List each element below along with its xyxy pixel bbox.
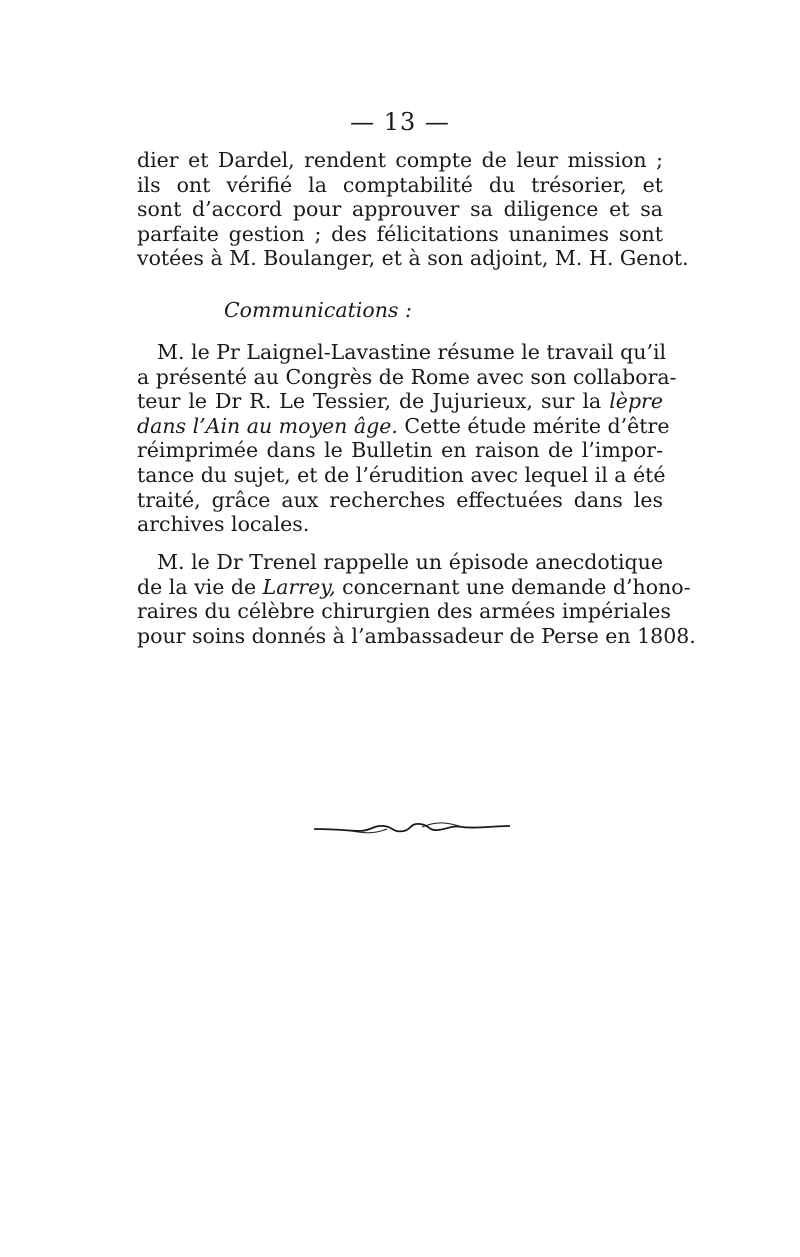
italic-title-fragment: lèpre: [609, 389, 663, 414]
text-line: parfaite gestion ; des félicitations unanimes sont: [137, 221, 663, 246]
text-line: archives locales.: [137, 512, 310, 537]
text-line: M. le Pr Laignel-Lavastine résume le travail qu’il: [157, 340, 667, 364]
text-line: M. le Dr Trenel rappelle un épisode anecdotique: [157, 550, 663, 574]
text-line: [137, 574, 691, 600]
section-heading: Communications :: [224, 298, 412, 322]
text-line: [137, 389, 663, 414]
text-fragment: de la vie de: [137, 574, 257, 599]
text-fragment: teur le Dr R. Le Tessier, de Jujurieux, sur la: [137, 389, 602, 414]
text-line: traité, grâce aux recherches effectuées dans les: [137, 487, 663, 512]
text-fragment: concernant une demande d’hono-: [342, 574, 691, 599]
text-line: votées à M. Boulanger, et à son adjoint, M. H. Genot.: [137, 246, 689, 271]
text-line: ils ont vérifié la comptabilité du trésorier, et: [137, 172, 663, 197]
wavy-line-ornament-icon: [312, 815, 512, 839]
paragraph-1: [137, 148, 689, 271]
text-line: [137, 413, 670, 439]
text-line: réimprimée dans le Bulletin en raison de l’impor-: [137, 438, 663, 463]
italic-title-fragment: dans l’Ain au moyen âge.: [137, 413, 398, 438]
paragraph-3: [137, 550, 696, 648]
text-line: tance du sujet, et de l’érudition avec lequel il a été: [137, 462, 666, 487]
text-line: sont d’accord pour approuver sa diligence et sa: [137, 197, 663, 222]
text-fragment: Cette étude mérite d’être: [404, 413, 670, 438]
page-number: — 13 —: [350, 108, 450, 136]
italic-name-fragment: Larrey,: [262, 574, 336, 599]
text-line: dier et Dardel, rendent compte de leur mission ;: [137, 148, 663, 172]
text-line: raires du célèbre chirurgien des armées impériales: [137, 599, 671, 624]
paragraph-2: [137, 340, 677, 537]
text-line: a présenté au Congrès de Rome avec son collabora-: [137, 364, 677, 389]
text-line: pour soins donnés à l’ambassadeur de Perse en 1808.: [137, 623, 696, 648]
